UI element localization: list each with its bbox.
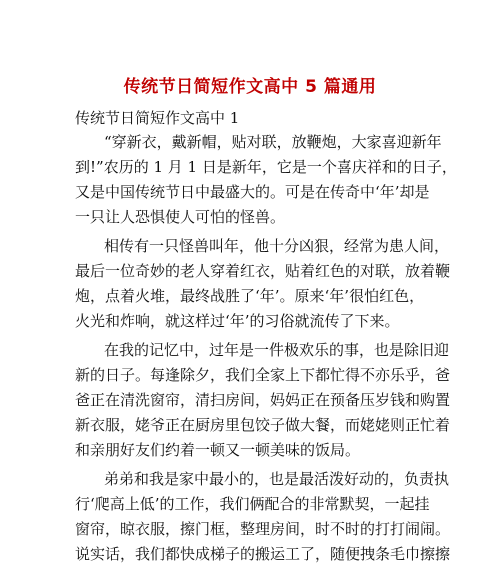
paragraph-line: 和亲朋好友们约着一顿又一顿美味的饭局。 bbox=[75, 441, 361, 459]
document-title: 传统节日简短作文高中 5 篇通用 bbox=[123, 77, 377, 97]
paragraph-line: “穿新衣，戴新帽，贴对联，放鞭炮，大家喜迎新年 bbox=[104, 133, 442, 151]
paragraph-line: 新的日子。每逢除夕，我们全家上下都忙得不亦乐乎，爸 bbox=[75, 366, 451, 384]
paragraph-line: 在我的记忆中，过年是一件极欢乐的事，也是除旧迎 bbox=[104, 341, 450, 359]
paragraph-line: 新衣服，姥爷正在厨房里包饺子做大餐，而姥姥则正忙着 bbox=[75, 416, 451, 434]
paragraph-line: 又是中国传统节日中最盛大的。可是在传奇中‘年’却是 bbox=[75, 183, 430, 201]
paragraph-line: 窗帘，晾衣服，擦门框，整理房间，时不时的打打闹闹。 bbox=[75, 520, 451, 538]
paragraph-line: 炮，点着火堆，最终战胜了‘年’。原来‘年’很怕红色， bbox=[75, 287, 425, 305]
paragraph-line: 最后一位奇妙的老人穿着红衣，贴着红色的对联，放着鞭 bbox=[75, 262, 451, 280]
paragraph-line: 一只让人恐惧使人可怕的怪兽。 bbox=[75, 208, 286, 226]
paragraph-line: 相传有一只怪兽叫年，他十分凶狠，经常为患人间， bbox=[104, 237, 450, 255]
paragraph-line: 火光和炸响，就这样过‘年’的习俗就流传了下来。 bbox=[75, 312, 400, 330]
paragraph-line: 爸正在清洗窗帘，清扫房间，妈妈正在预备压岁钱和购置 bbox=[75, 391, 451, 409]
paragraph-line: 弟弟和我是家中最小的，也是最活泼好动的，负责执 bbox=[104, 470, 450, 488]
paragraph-line: 说实话，我们都快成梯子的搬运工了，随便拽条毛巾擦擦 bbox=[75, 545, 451, 563]
paragraph-line: 行‘爬高上低’的工作，我们俩配合的非常默契，一起挂 bbox=[75, 495, 430, 513]
paragraph-line: 到!”农历的 1 月 1 日是新年，它是一个喜庆祥和的日子， bbox=[75, 158, 457, 176]
document-subtitle: 传统节日简短作文高中 1 bbox=[75, 109, 240, 127]
